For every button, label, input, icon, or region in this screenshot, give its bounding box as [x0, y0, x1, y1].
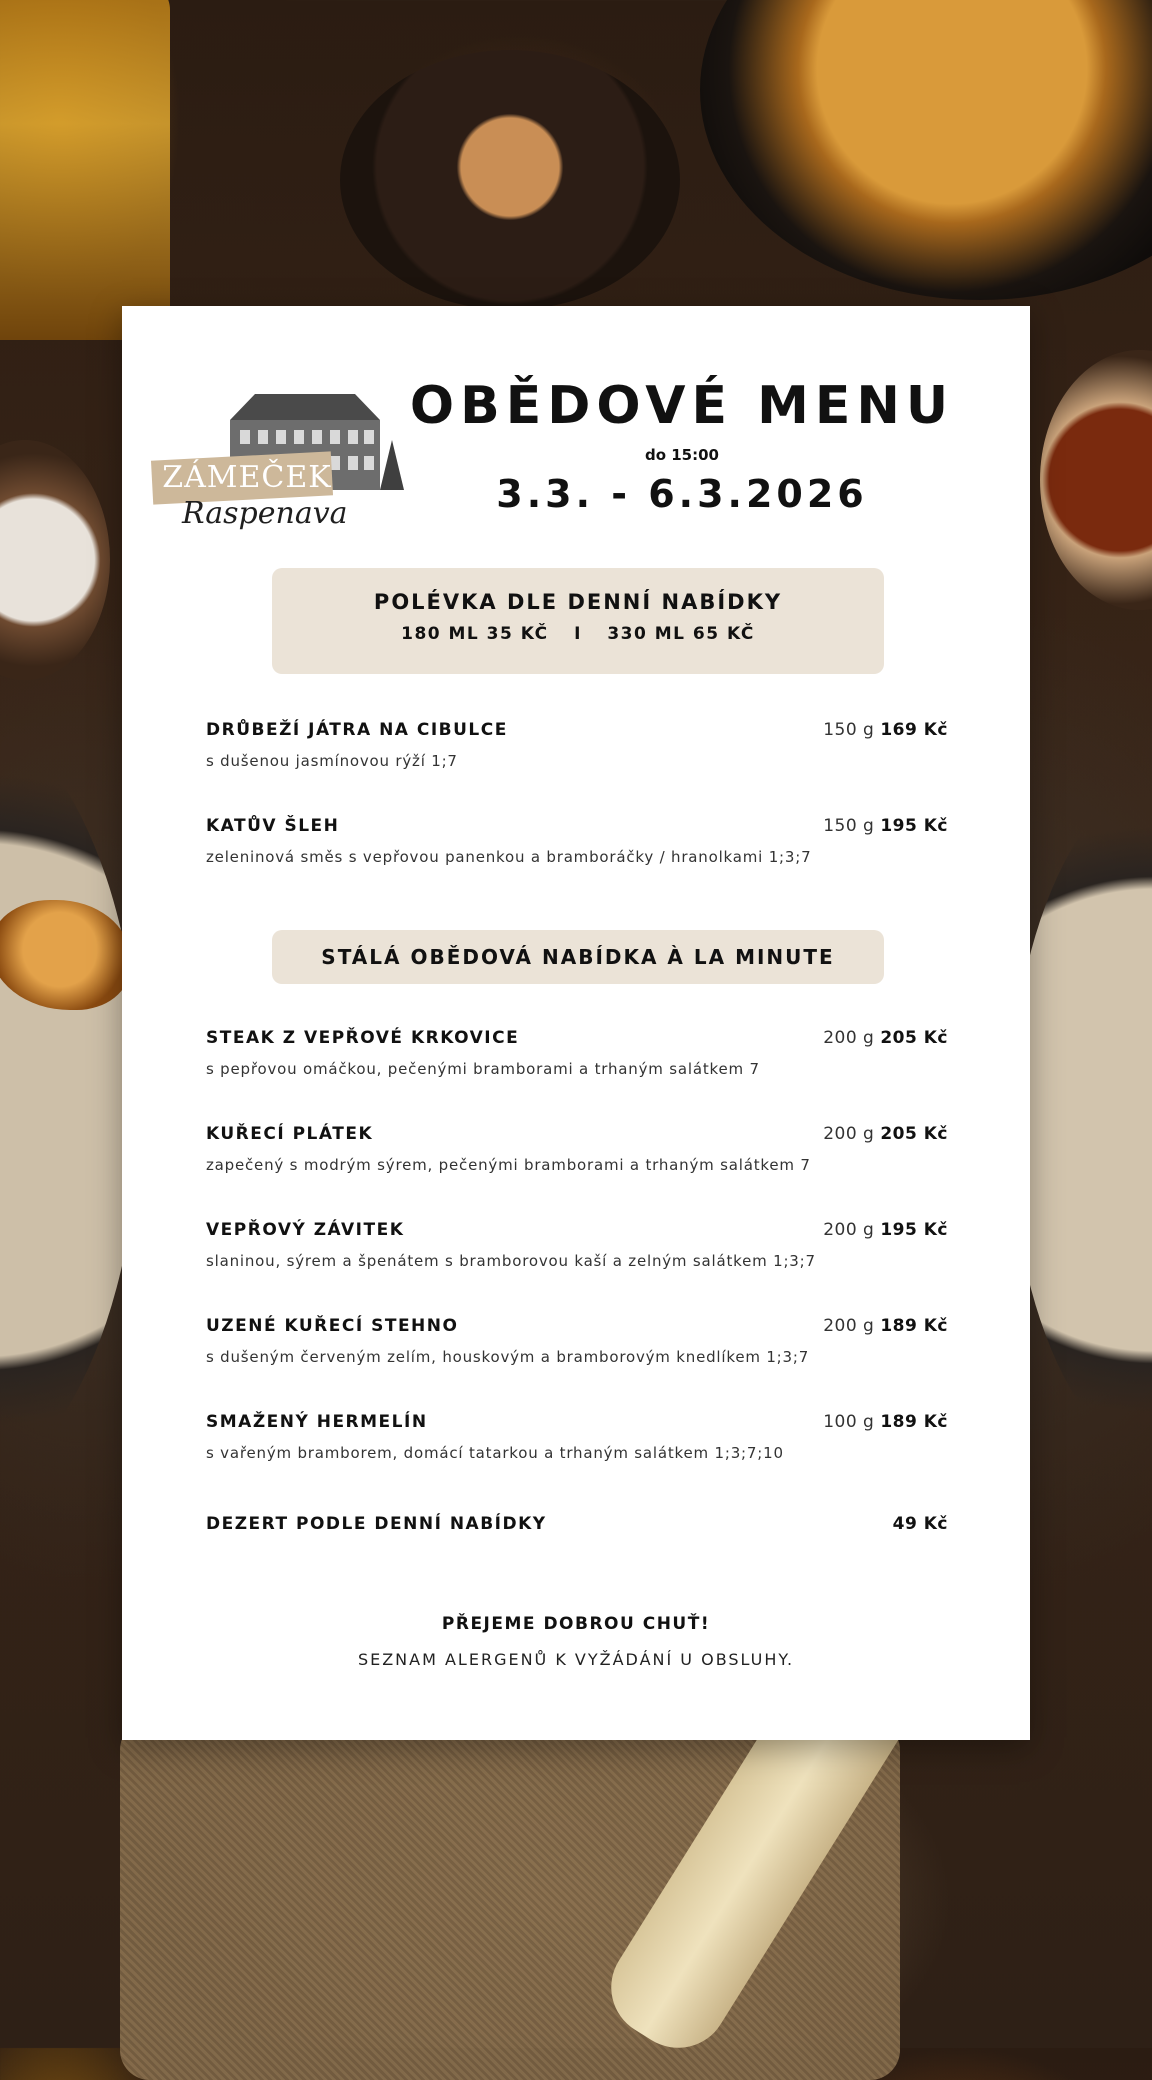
- menu-item: [206, 1316, 948, 1366]
- menu-item: [206, 1220, 948, 1270]
- menu-item: [206, 1412, 948, 1462]
- item-amount: 195 Kč: [880, 1220, 948, 1240]
- background-drink-glass: [0, 0, 170, 340]
- item-description: slaninou, sýrem a špenátem s bramborovou kaší a zelným salátkem 1;3;7: [206, 1252, 816, 1270]
- item-amount: 195 Kč: [880, 816, 948, 836]
- item-amount: 189 Kč: [880, 1412, 948, 1432]
- background-garlic-bowl: [340, 50, 680, 310]
- background-plate-right: [1010, 760, 1152, 1480]
- dessert-name: DEZERT PODLE DENNÍ NABÍDKY: [206, 1514, 547, 1534]
- background-potato-pan: [700, 0, 1152, 300]
- item-price: [823, 1124, 948, 1144]
- item-weight: 150 g: [823, 816, 875, 836]
- item-amount: 205 Kč: [880, 1028, 948, 1048]
- logo-name: ZÁMEČEK: [162, 460, 332, 495]
- item-description: s dušenou jasmínovou rýží 1;7: [206, 752, 458, 770]
- item-name: SMAŽENÝ HERMELÍN: [206, 1412, 428, 1432]
- item-price: [823, 1316, 948, 1336]
- item-weight: 200 g: [823, 1316, 875, 1336]
- soup-box: [272, 568, 884, 674]
- logo-script: Raspenava: [182, 496, 348, 531]
- soup-price-large: 330 ML 65 KČ: [607, 624, 755, 644]
- item-weight: 200 g: [823, 1220, 875, 1240]
- background-salt-bowl: [0, 440, 110, 680]
- item-description: s pepřovou omáčkou, pečenými bramborami a trhaným salátkem 7: [206, 1060, 760, 1078]
- menu-item: [206, 720, 948, 770]
- serving-time: do 15:00: [644, 446, 719, 464]
- alacarte-box: STÁLÁ OBĚDOVÁ NABÍDKA À LA MINUTE: [272, 930, 884, 984]
- footer-thanks: PŘEJEME DOBROU CHUŤ!: [441, 1614, 711, 1634]
- background-plate-left: [0, 700, 140, 1500]
- item-name: UZENÉ KUŘECÍ STEHNO: [206, 1316, 459, 1336]
- dessert-price: [887, 1514, 948, 1534]
- item-amount: 189 Kč: [880, 1316, 948, 1336]
- menu-item: [206, 1124, 948, 1174]
- background-sauce-bowl: [1040, 350, 1152, 610]
- item-amount: 205 Kč: [880, 1124, 948, 1144]
- item-price: [823, 1220, 948, 1240]
- item-description: zeleninová směs s vepřovou panenkou a bramboráčky / hranolkami 1;3;7: [206, 848, 812, 866]
- item-name: KUŘECÍ PLÁTEK: [206, 1124, 374, 1144]
- menu-item: [206, 816, 948, 866]
- menu-card: [122, 306, 1030, 1740]
- dessert-amount: 49 Kč: [892, 1514, 948, 1534]
- item-name: DRŮBEŽÍ JÁTRA NA CIBULCE: [206, 720, 508, 740]
- item-weight: 200 g: [823, 1124, 875, 1144]
- item-price: [823, 816, 948, 836]
- item-weight: 100 g: [823, 1412, 875, 1432]
- item-description: s vařeným bramborem, domácí tatarkou a trhaným salátkem 1;3;7;10: [206, 1444, 784, 1462]
- soup-price-small: 180 ML 35 KČ: [401, 624, 549, 644]
- menu-item: [206, 1028, 948, 1078]
- item-name: VEPŘOVÝ ZÁVITEK: [206, 1220, 405, 1240]
- soup-price-separator: I: [574, 624, 582, 644]
- dessert-item: [206, 1514, 948, 1534]
- item-description: zapečený s modrým sýrem, pečenými bramborami a trhaným salátkem 7: [206, 1156, 811, 1174]
- item-weight: 200 g: [823, 1028, 875, 1048]
- item-price: [823, 720, 948, 740]
- item-description: s dušeným červeným zelím, houskovým a bramborovým knedlíkem 1;3;7: [206, 1348, 810, 1366]
- item-amount: 169 Kč: [880, 720, 948, 740]
- soup-prices: [272, 624, 884, 644]
- item-price: [823, 1412, 948, 1432]
- item-name: KATŮV ŠLEH: [206, 816, 340, 836]
- menu-title: OBĚDOVÉ MENU: [409, 376, 955, 436]
- soup-title: POLÉVKA DLE DENNÍ NABÍDKY: [373, 590, 783, 614]
- item-name: STEAK Z VEPŘOVÉ KRKOVICE: [206, 1028, 520, 1048]
- menu-dates: 3.3. - 6.3.2026: [496, 472, 868, 516]
- item-price: [823, 1028, 948, 1048]
- item-weight: 150 g: [823, 720, 875, 740]
- allergen-note: SEZNAM ALERGENŮ K VYŽÁDÁNÍ U OBSLUHY.: [357, 1650, 795, 1669]
